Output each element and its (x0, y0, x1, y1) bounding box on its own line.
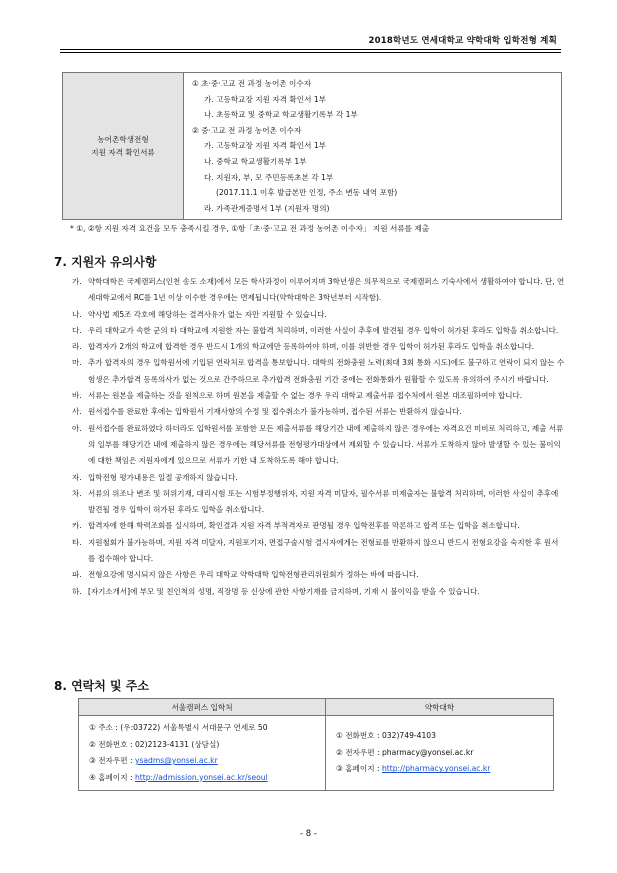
notice-text: 서류의 위조나 변조 및 허위기재, 대리시험 또는 시험부정행위자, 지원 자격 미달자, 필수서류 미제출자는 불합격 처리하며, 이러한 사실이 추후에 발견될 경우 입학이 허가된 후라도 입학을 취소합니다. (88, 488, 559, 515)
notice-item (72, 307, 565, 323)
notice-item (72, 274, 565, 307)
notice-text: 전형요강에 명시되지 않은 사항은 우리 대학교 약학대학 입학전형관리위원회가 정하는 바에 따릅니다. (88, 570, 419, 580)
notice-marker: 자. (72, 472, 82, 482)
requirement-line: 나. 중학교 학교생활기록부 1부 (204, 156, 307, 166)
notice-item (72, 567, 565, 583)
requirement-line: 가. 고등학교장 지원 자격 확인서 1부 (204, 141, 327, 151)
requirements-note: * ①, ②항 지원 자격 요건을 모두 충족시킬 경우, ①항「초·중·고교 전 과정 농어촌 이수자」 지원 서류를 제출 (70, 224, 430, 233)
requirement-line: 나. 초등학교 및 중학교 학교생활기록부 각 1부 (204, 110, 358, 120)
notice-marker: 카. (72, 521, 82, 531)
notice-marker: 다. (72, 325, 82, 335)
pharmacy-phone: ① 전화번호 : 032)749-4103 (336, 731, 436, 741)
notice-item (72, 388, 565, 404)
requirements-table (62, 72, 562, 220)
notice-text: 서류는 원본을 제출하는 것을 원칙으로 하며 원본을 제출할 수 없는 경우 우리 대학교 제출서류 접수처에서 원본 대조필하여야 합니다. (88, 391, 523, 401)
header-rule (60, 49, 561, 50)
notice-item (72, 518, 565, 534)
pharmacy-homepage-row (336, 761, 547, 778)
notice-text: 원서접수를 완료한 후에는 입학원서 기재사항의 수정 및 접수취소가 불가능하며, 접수된 서류는 반환하지 않습니다. (88, 407, 462, 417)
pharmacy-email: ② 전자우편 : pharmacy@yonsei.ac.kr (336, 747, 474, 757)
seoul-email-label: ③ 전자우편 : (89, 756, 135, 765)
notice-marker: 사. (72, 407, 82, 417)
seoul-email-link[interactable]: ysadms@yonsei.ac.kr (134, 756, 218, 765)
seoul-homepage-link[interactable]: http://admission.yonsei.ac.kr/seoul (134, 772, 268, 782)
requirement-line: ② 중·고교 전 과정 농어촌 이수자 (192, 125, 302, 135)
seoul-address: ① 주소 : (우:03722) 서울특별시 서대문구 연세로 50 (89, 723, 268, 732)
section7-title: 7. 지원자 유의사항 (54, 255, 157, 269)
notice-marker: 바. (72, 391, 82, 401)
pharmacy-cell (326, 716, 554, 791)
requirement-line: 라. 가족관계증명서 1부 (지원자 명의) (204, 203, 330, 213)
notice-text: 합격자에 한해 학력조회를 실시하며, 확인결과 지원 자격 부적격자로 판명될 경우 입학전후를 막론하고 합격 또는 입학을 취소합니다. (88, 521, 520, 531)
notice-text: 우리 대학교가 속한 군의 타 대학교에 지원한 자는 불합격 처리하며, 이러한 사실이 추후에 발견될 경우 입학이 허가된 후라도 입학을 취소합니다. (88, 325, 559, 335)
running-header: 2018학년도 연세대학교 약학대학 입학전형 계획 (368, 36, 557, 46)
requirement-line: 가. 고등학교장 지원 자격 확인서 1부 (204, 94, 327, 104)
notice-text: 추가 합격자의 경우 입학원서에 기입된 연락처로 합격을 통보합니다. 대학의 전화충원 노력(최대 3회 통화 시도)에도 불구하고 연락이 되지 않는 수험생은 추가합격 등록의사가 없는 것으로 간주하므로 추가합격 전화충원 기간 중에는 전화통화가 원활할 수 있도록 유의하여 주시기 바랍니다. (88, 358, 565, 384)
notice-text: 원서접수를 완료하였다 하더라도 입학원서를 포함한 모든 제출서류를 해당기간 내에 제출하지 않은 경우에는 자격요건 미비로 처리하고, 제출 서류의 일부를 해당기간 내에 제출하지 않은 경우에는 해당서류를 전형평가대상에서 제외할 수 있습니다. 서류가 도착하지 않아 발생할 수 있는 불이익에 대한 책임은 지원자에게 있으므로 서류가 기한 내 도착하도록 해야 합니다. (88, 423, 564, 466)
notice-item (72, 535, 565, 568)
page-number: - 8 - (300, 829, 317, 839)
seoul-homepage-label: ④ 홈페이지 : (89, 772, 135, 782)
notice-item (72, 486, 565, 519)
seoul-email-row (89, 753, 319, 770)
pharmacy-homepage-label: ③ 홈페이지 : (336, 764, 382, 774)
notice-marker: 차. (72, 488, 82, 498)
notice-marker: 마. (72, 358, 82, 368)
notice-item (72, 470, 565, 486)
section7-items (72, 274, 565, 600)
seoul-campus-header: 서울캠퍼스 입학처 (79, 699, 326, 716)
requirement-line: 다. 지원자, 부, 모 주민등록초본 각 1부 (204, 172, 334, 182)
notice-text: 약사법 제5조 각호에 해당하는 결격사유가 없는 자만 지원할 수 있습니다. (88, 309, 327, 319)
header-rule-thin (60, 52, 561, 53)
requirements-content-cell (184, 73, 562, 220)
pharmacy-homepage-link[interactable]: http://pharmacy.yonsei.ac.kr (381, 764, 491, 774)
notice-text: [자기소개서]에 부모 및 친인척의 성명, 직장명 등 신상에 관한 사항기재를 금지하며, 기재 시 불이익을 받을 수 있습니다. (88, 586, 480, 596)
requirement-line: (2017.11.1 이후 발급본만 인정, 주소 변동 내역 포함) (216, 188, 398, 198)
notice-marker: 나. (72, 309, 82, 319)
notice-item (72, 339, 565, 355)
section8-title: 8. 연락처 및 주소 (54, 679, 149, 693)
requirement-line: ① 초·중·고교 전 과정 농어촌 이수자 (192, 79, 312, 88)
notice-item (72, 355, 565, 388)
notice-marker: 하. (72, 586, 82, 596)
requirements-label-line1: 농어촌학생전형 (97, 135, 149, 145)
notice-text: 지원철회가 불가능하며, 지원 자격 미달자, 지원포기자, 면접구술시험 결시자에게는 전형료를 반환하지 않으니 반드시 전형요강을 숙지한 후 원서를 접수해야 합니다. (88, 537, 559, 564)
notice-marker: 아. (72, 423, 82, 433)
notice-text: 입학전형 평가내용은 일절 공개하지 않습니다. (88, 472, 238, 482)
requirements-label-line2: 지원 자격 확인서류 (91, 148, 155, 158)
notice-item (72, 421, 565, 470)
contact-table (78, 698, 554, 791)
notice-marker: 라. (72, 342, 82, 352)
notice-text: 합격자가 2개의 학교에 합격한 경우 반드시 1개의 학교에만 등록하여야 하며, 이를 위반한 경우 입학이 허가된 후라도 입학을 취소합니다. (88, 342, 535, 352)
seoul-homepage-row (89, 770, 319, 787)
pharmacy-header: 약학대학 (326, 699, 554, 716)
notice-text: 약학대학은 국제캠퍼스(인천 송도 소재)에서 모든 학사과정이 이루어지며 3학년생은 의무적으로 국제캠퍼스 기숙사에서 생활하여야 합니다. 단, 연세대학교에서 RC를 1년 이상 이수한 경우에는 면제됩니다(약학대학은 3학년부터 시작함). (88, 277, 565, 303)
notice-item (72, 323, 565, 339)
seoul-phone: ② 전화번호 : 02)2123-4131 (상담실) (89, 739, 220, 749)
notice-marker: 타. (72, 537, 82, 547)
seoul-campus-cell (79, 716, 326, 791)
notice-item (72, 404, 565, 420)
notice-marker: 파. (72, 570, 82, 580)
requirements-label-cell (63, 73, 184, 220)
notice-marker: 가. (72, 277, 82, 286)
notice-item (72, 584, 565, 600)
